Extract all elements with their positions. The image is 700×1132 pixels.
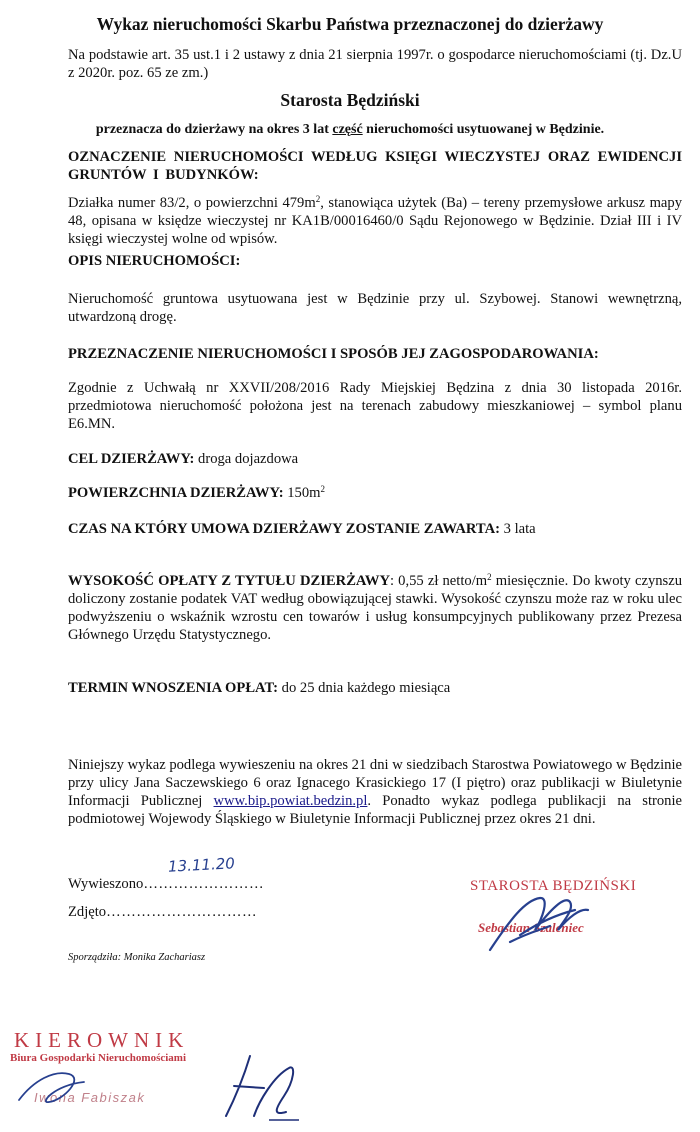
bip-link[interactable]: www.bip.powiat.bedzin.pl [213, 793, 368, 809]
purpose-underlined: część [332, 122, 363, 137]
description-text: Nieruchomość gruntowa usytuowana jest w Będzinie przy ul. Szybowej. Stanowi wewnętrzną, utwardzoną drogę. [68, 291, 682, 325]
payment-term-value: do 25 dnia każdego miesiąca [278, 680, 451, 696]
removed-label: Zdjęto [68, 904, 107, 920]
lease-area-label: POWIERZCHNIA DZIERŻAWY: [68, 485, 284, 501]
posted-label: Wywieszono [68, 876, 144, 892]
authority-heading: Starosta Będziński [280, 90, 420, 110]
starosta-stamp-name: Sebastian Szaleniec [478, 920, 584, 935]
lease-area-value: 150m [283, 485, 321, 501]
zoning-heading: PRZEZNACZENIE NIERUCHOMOŚCI I SPOSÓB JEJ ZAGOSPODAROWANIA: [68, 346, 599, 362]
lease-goal [68, 450, 682, 468]
land-register-sup: 2 [315, 194, 321, 204]
publication-text-b: . Ponadto wykaz podlega publikacji na stronie podmiotowej Wojewody Śląskiego w Biuletynie Informacji Publicznej przez okres 21 dni. [68, 793, 682, 827]
publication-text-a: Niniejszy wykaz podlega wywieszeniu na okres 21 dni w siedzibach Starostwa Powiatowego w Będzinie przy ulicy Jana Saczewskiego 6 oraz Ignacego Krasickiego 17 (I piętro) oraz publikacji w Biuletynie Informacji Publicznej [68, 757, 682, 809]
kierownik-stamp-title: KIEROWNIK [14, 1028, 190, 1052]
lease-area-sup: 2 [320, 484, 325, 494]
land-register-heading: OZNACZENIE NIERUCHOMOŚCI WEDŁUG KSIĘGI WIECZYSTEJ ORAZ EWIDENCJI GRUNTÓW I BUDYNKÓW: [68, 149, 682, 183]
removed-dots: ………………………… [106, 904, 258, 920]
fee-paragraph [68, 572, 682, 644]
zoning-text: Zgodnie z Uchwałą nr XXVII/208/2016 Rady Miejskiej Będzina z dnia 30 listopada 2016r. przedmiotowa nieruchomość położona jest na terenach zabudowy mieszkaniowej – symbol planu E6.MN. [68, 380, 682, 432]
starosta-stamp-title: STAROSTA BĘDZIŃSKI [470, 878, 637, 894]
fee-text-b: miesięcznie. Do kwoty czynszu doliczony zostanie podatek VAT według obowiązującej stawki. Wysokość czynszu może raz w roku ulec podwyższeniu o wskaźnik wzrostu cen towarów i usług konsumpcyjnych publikowany przez Prezesa Głównego Urzędu Statystycznego. [68, 573, 682, 643]
payment-term-label: TERMIN WNOSZENIA OPŁAT: [68, 680, 279, 696]
kierownik-stamp-subtitle: Biura Gospodarki Nieruchomościami [10, 1052, 187, 1064]
kierownik-initials [14, 1060, 124, 1110]
lease-goal-label: CEL DZIERŻAWY: [68, 451, 195, 467]
land-register-text [68, 194, 682, 248]
posted-date-handwritten: 13.11.20 [167, 854, 236, 876]
purpose-suffix: nieruchomości usytuowanej w Będzinie. [362, 122, 605, 137]
publication-paragraph [68, 756, 682, 828]
lease-duration [68, 520, 682, 538]
posted-dots: …………………… [143, 876, 265, 892]
fee-text-a: : 0,55 zł netto/m [389, 573, 488, 589]
starosta-signature [480, 880, 600, 960]
fee-sup: 2 [487, 572, 492, 582]
removed-line [68, 904, 257, 921]
payment-term [68, 679, 682, 697]
lease-purpose-line [0, 122, 700, 138]
posted-line [68, 876, 264, 893]
description-heading: OPIS NIERUCHOMOŚCI: [68, 253, 241, 269]
legal-basis: Na podstawie art. 35 ust.1 i 2 ustawy z dnia 21 sierpnia 1997r. o gospodarce nieruchomościami (tj. Dz.U z 2020r. poz. 65 ze zm.) [68, 47, 682, 81]
land-register-text-b: , stanowiąca użytek (Ba) – tereny przemysłowe arkusz mapy 48, opisana w księdze wieczystej nr KA1B/00016460/0 Sądu Rejonowego w Będzinie. Dział III i IV księgi wieczystej wolne od wpisów. [68, 195, 682, 247]
lease-duration-value: 3 lata [500, 521, 536, 537]
document-title: Wykaz nieruchomości Skarbu Państwa przeznaczonej do dzierżawy [96, 14, 604, 34]
lease-goal-value: droga dojazdowa [194, 451, 299, 467]
purpose-prefix: przeznacza do dzierżawy na okres 3 lat [95, 122, 333, 137]
fee-label: WYSOKOŚĆ OPŁATY Z TYTUŁU DZIERŻAWY [68, 573, 390, 589]
prepared-by: Sporządziła: Monika Zachariasz [68, 952, 206, 963]
lease-duration-label: CZAS NA KTÓRY UMOWA DZIERŻAWY ZOSTANIE ZAWARTA: [68, 521, 500, 537]
lease-area [68, 484, 682, 502]
kierownik-signature [214, 1046, 304, 1126]
kierownik-stamp-name: Iwona Fabiszak [34, 1090, 146, 1105]
land-register-text-a: Działka numer 83/2, o powierzchni 479m [68, 195, 316, 211]
